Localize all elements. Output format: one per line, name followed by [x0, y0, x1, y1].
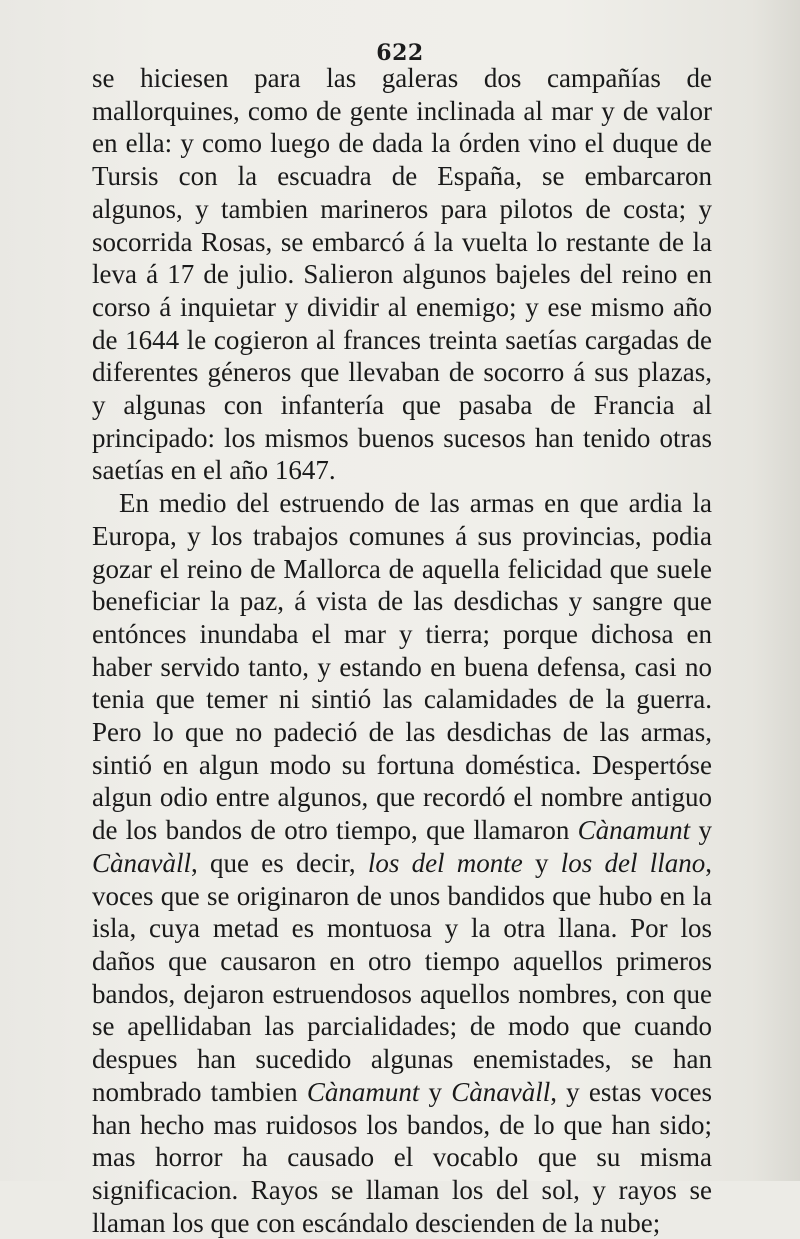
body-text [92, 62, 712, 1239]
paragraph-2-text: , y estas voces han hecho mas ruidosos los bandos, de lo que han sido; mas horror ha causado el vocablo que su misma significacion. Rayos se llaman los del sol, y rayos se llaman los que con escándalo descienden de la nube; [92, 1076, 712, 1238]
paragraph-2-text: , voces que se originaron de unos bandidos que hubo en la isla, cuya metad es montuosa y la otra llana. Por los daños que causaron en otro tiempo aquellos primeros bandos, dejaron estruendosos aquellos nombres, con que se apellidaban las parcialidades; de modo que cuando despues han sucedido algunas enemistades, se han nombrado tambien [92, 847, 713, 1107]
page-number: 622 [376, 40, 424, 66]
paragraph-2-text: y [522, 847, 561, 878]
italic-term-canavall: Cànavàll [92, 847, 191, 878]
italic-phrase-del-llano: los del llano [560, 847, 706, 878]
paragraph-2-text: , que es decir, [191, 847, 368, 878]
paragraph-2-text: y [419, 1076, 452, 1107]
paragraph-2-text: y [690, 815, 713, 846]
italic-term-canamunt: Cànamunt [577, 815, 691, 846]
paragraph-1: se hiciesen para las galeras dos campañías de mallorquines, como de gente inclinada al mar y de valor en ella: y como luego de dada la órden vino el duque de Tursis con la escuadra de España, se embarcaron algunos, y tambien marineros para pilotos de costa; y socorrida Rosas, se embarcó á la vuelta lo restante de la leva á 17 de julio. Salieron algunos bajeles del reino en corso á inquietar y dividir al enemigo; y ese mismo año de 1644 le cogieron al frances treinta saetías cargadas de diferentes géneros que llevaban de socorro á sus plazas, y algunas con infantería que pasaba de Francia al principado: los mismos buenos sucesos han tenido otras saetías en el año 1647. [92, 63, 712, 486]
italic-phrase-del-monte: los del monte [367, 847, 523, 878]
italic-term-canavall: Cànavàll [451, 1076, 551, 1107]
paragraph-2 [92, 487, 712, 1239]
paragraph-2-text: En medio del estruendo de las armas en que ardia la Europa, y los trabajos comunes á sus provincias, podia gozar el reino de Mallorca de aquella felicidad que suele beneficiar la paz, á vista de las desdichas y sangre que entónces inundaba el mar y tierra; porque dichosa en haber servido tanto, y estando en buena defensa, casi no tenia que temer ni sintió las calamidades de la guerra. Pero lo que no padeció de las desdichas de las armas, sintió en algun modo su fortuna doméstica. Despertóse algun odio entre algunos, que recordó el nombre antiguo de los bandos de otro tiempo, que llamaron [92, 488, 712, 846]
italic-term-canamunt: Cànamunt [306, 1076, 420, 1107]
